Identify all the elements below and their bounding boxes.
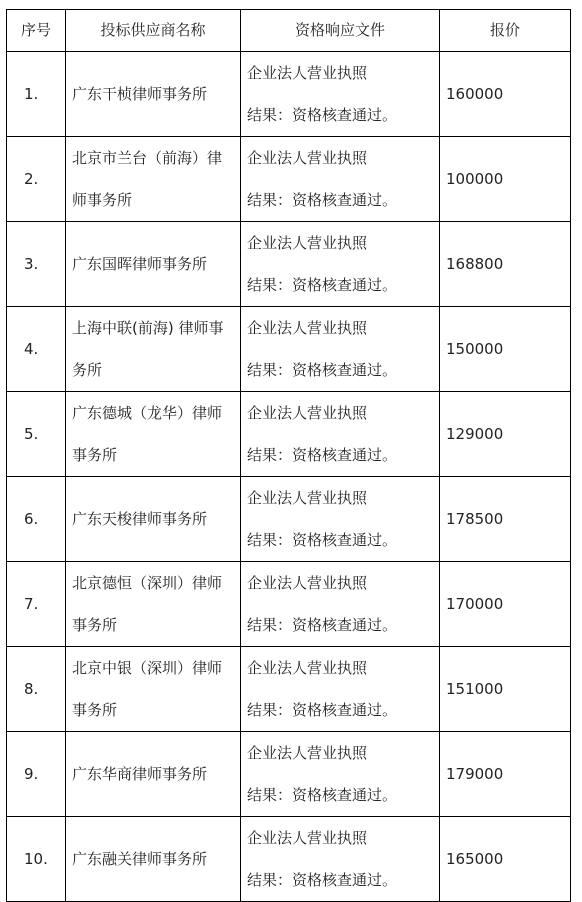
row-index: 6. (7, 477, 66, 562)
qualification-result: 结果：资格核查通过。 (247, 446, 398, 464)
qualification-doc: 企业法人营业执照 (247, 744, 368, 762)
table-row (7, 817, 571, 902)
supplier-name: 广东干桢律师事务所 (66, 52, 241, 137)
row-index: 1. (7, 52, 66, 137)
bid-price: 100000 (440, 137, 571, 222)
qualification-cell (241, 137, 440, 222)
qualification-result: 结果：资格核查通过。 (247, 701, 398, 719)
row-index: 9. (7, 732, 66, 817)
row-index: 8. (7, 647, 66, 732)
qualification-result: 结果：资格核查通过。 (247, 191, 398, 209)
qualification-doc: 企业法人营业执照 (247, 149, 368, 167)
qualification-cell (241, 647, 440, 732)
bid-results-table (6, 9, 571, 902)
bid-price: 165000 (440, 817, 571, 902)
table-row (7, 732, 571, 817)
header-qualification-docs: 资格响应文件 (241, 10, 440, 52)
qualification-doc: 企业法人营业执照 (247, 489, 368, 507)
table-row (7, 52, 571, 137)
supplier-name: 广东德城（龙华）律师事务所 (66, 392, 241, 477)
qualification-cell (241, 817, 440, 902)
row-index: 7. (7, 562, 66, 647)
table-row (7, 307, 571, 392)
table-row (7, 222, 571, 307)
qualification-cell (241, 52, 440, 137)
bid-price: 170000 (440, 562, 571, 647)
header-index: 序号 (7, 10, 66, 52)
qualification-cell (241, 562, 440, 647)
table-row (7, 562, 571, 647)
qualification-doc: 企业法人营业执照 (247, 404, 368, 422)
supplier-name: 广东国晖律师事务所 (66, 222, 241, 307)
header-price: 报价 (440, 10, 571, 52)
row-index: 2. (7, 137, 66, 222)
bid-price: 129000 (440, 392, 571, 477)
qualification-result: 结果：资格核查通过。 (247, 786, 398, 804)
row-index: 3. (7, 222, 66, 307)
row-index: 5. (7, 392, 66, 477)
table-row (7, 137, 571, 222)
qualification-doc: 企业法人营业执照 (247, 574, 368, 592)
supplier-name: 北京市兰台（前海）律师事务所 (66, 137, 241, 222)
row-index: 4. (7, 307, 66, 392)
qualification-doc: 企业法人营业执照 (247, 829, 368, 847)
qualification-cell (241, 222, 440, 307)
supplier-name: 广东融关律师事务所 (66, 817, 241, 902)
qualification-result: 结果：资格核查通过。 (247, 871, 398, 889)
supplier-name: 广东天梭律师事务所 (66, 477, 241, 562)
qualification-cell (241, 392, 440, 477)
table-row (7, 647, 571, 732)
row-index: 10. (7, 817, 66, 902)
table-header-row (7, 10, 571, 52)
bid-price: 151000 (440, 647, 571, 732)
qualification-result: 结果：资格核查通过。 (247, 361, 398, 379)
supplier-name: 广东华商律师事务所 (66, 732, 241, 817)
bid-price: 179000 (440, 732, 571, 817)
qualification-result: 结果：资格核查通过。 (247, 616, 398, 634)
qualification-doc: 企业法人营业执照 (247, 234, 368, 252)
header-supplier-name: 投标供应商名称 (66, 10, 241, 52)
qualification-result: 结果：资格核查通过。 (247, 276, 398, 294)
bid-price: 168800 (440, 222, 571, 307)
bid-price: 160000 (440, 52, 571, 137)
supplier-name: 上海中联(前海) 律师事务所 (66, 307, 241, 392)
supplier-name: 北京中银（深圳）律师事务所 (66, 647, 241, 732)
qualification-doc: 企业法人营业执照 (247, 319, 368, 337)
table-body (7, 52, 571, 902)
qualification-cell (241, 732, 440, 817)
qualification-cell (241, 477, 440, 562)
qualification-result: 结果：资格核查通过。 (247, 106, 398, 124)
table-row (7, 477, 571, 562)
bid-price: 178500 (440, 477, 571, 562)
qualification-result: 结果：资格核查通过。 (247, 531, 398, 549)
qualification-doc: 企业法人营业执照 (247, 64, 368, 82)
bid-price: 150000 (440, 307, 571, 392)
qualification-cell (241, 307, 440, 392)
supplier-name: 北京德恒（深圳）律师事务所 (66, 562, 241, 647)
table-row (7, 392, 571, 477)
qualification-doc: 企业法人营业执照 (247, 659, 368, 677)
